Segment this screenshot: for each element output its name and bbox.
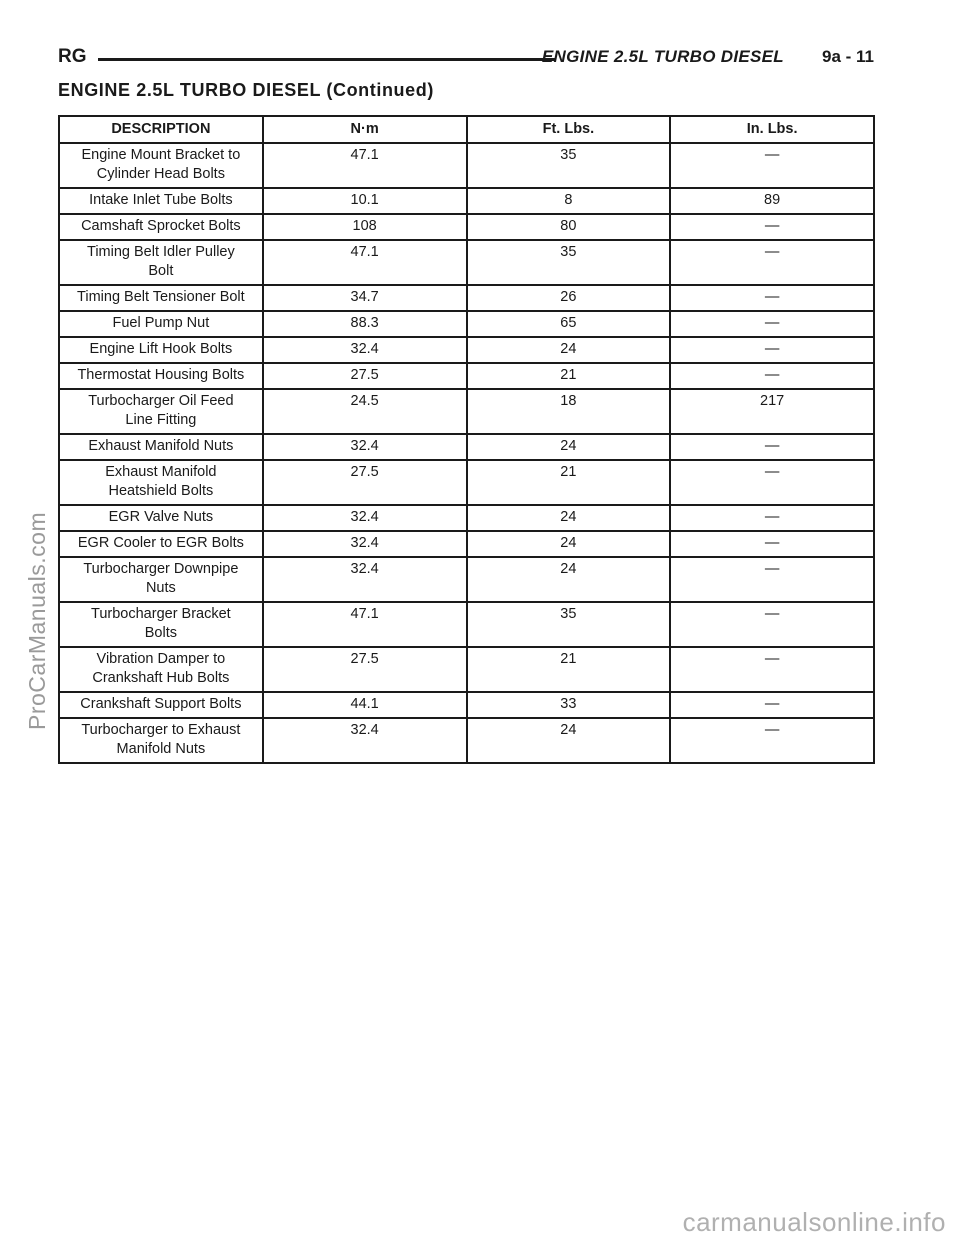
cell-ft-lbs: 21: [467, 460, 671, 505]
cell-in-lbs: —: [670, 692, 874, 718]
torque-spec-table: [58, 115, 875, 764]
cell-in-lbs: 89: [670, 188, 874, 214]
cell-ft-lbs: 24: [467, 337, 671, 363]
cell-nm: 44.1: [263, 692, 467, 718]
cell-in-lbs: —: [670, 505, 874, 531]
table-row: [59, 557, 874, 602]
section-subtitle: ENGINE 2.5L TURBO DIESEL (Continued): [58, 80, 434, 100]
cell-nm: 47.1: [263, 240, 467, 285]
cell-nm: 88.3: [263, 311, 467, 337]
cell-in-lbs: —: [670, 143, 874, 188]
bottom-watermark: carmanualsonline.info: [682, 1207, 946, 1237]
cell-nm: 10.1: [263, 188, 467, 214]
table-row: [59, 188, 874, 214]
cell-in-lbs: —: [670, 718, 874, 763]
cell-in-lbs: —: [670, 285, 874, 311]
cell-description: Exhaust Manifold Nuts: [59, 434, 263, 460]
cell-in-lbs: —: [670, 531, 874, 557]
cell-description: Turbocharger Oil Feed Line Fitting: [59, 389, 263, 434]
cell-ft-lbs: 80: [467, 214, 671, 240]
cell-nm: 27.5: [263, 363, 467, 389]
column-header-description: DESCRIPTION: [59, 116, 263, 143]
cell-in-lbs: —: [670, 337, 874, 363]
cell-ft-lbs: 18: [467, 389, 671, 434]
table-row: [59, 389, 874, 434]
cell-description: Turbocharger Bracket Bolts: [59, 602, 263, 647]
cell-nm: 47.1: [263, 143, 467, 188]
table-row: [59, 460, 874, 505]
cell-description: Thermostat Housing Bolts: [59, 363, 263, 389]
cell-ft-lbs: 24: [467, 718, 671, 763]
table-row: [59, 337, 874, 363]
cell-description: Engine Mount Bracket to Cylinder Head Bolts: [59, 143, 263, 188]
cell-nm: 27.5: [263, 460, 467, 505]
cell-in-lbs: —: [670, 311, 874, 337]
cell-description: Timing Belt Idler Pulley Bolt: [59, 240, 263, 285]
cell-nm: 34.7: [263, 285, 467, 311]
cell-ft-lbs: 35: [467, 240, 671, 285]
table-header-row: [59, 116, 874, 143]
cell-nm: 47.1: [263, 602, 467, 647]
cell-nm: 24.5: [263, 389, 467, 434]
cell-nm: 108: [263, 214, 467, 240]
cell-ft-lbs: 24: [467, 531, 671, 557]
cell-description: EGR Valve Nuts: [59, 505, 263, 531]
cell-description: Vibration Damper to Crankshaft Hub Bolts: [59, 647, 263, 692]
page-number: 9a - 11: [822, 47, 874, 66]
cell-ft-lbs: 33: [467, 692, 671, 718]
table-row: [59, 363, 874, 389]
cell-nm: 32.4: [263, 505, 467, 531]
cell-nm: 27.5: [263, 647, 467, 692]
cell-in-lbs: —: [670, 557, 874, 602]
cell-ft-lbs: 24: [467, 505, 671, 531]
cell-description: Intake Inlet Tube Bolts: [59, 188, 263, 214]
cell-nm: 32.4: [263, 718, 467, 763]
table-body: [59, 143, 874, 763]
column-header-in-lbs: In. Lbs.: [670, 116, 874, 143]
table-row: [59, 240, 874, 285]
cell-ft-lbs: 35: [467, 602, 671, 647]
column-header-ft-lbs: Ft. Lbs.: [467, 116, 671, 143]
cell-in-lbs: 217: [670, 389, 874, 434]
cell-nm: 32.4: [263, 557, 467, 602]
cell-ft-lbs: 8: [467, 188, 671, 214]
cell-in-lbs: —: [670, 240, 874, 285]
cell-nm: 32.4: [263, 531, 467, 557]
cell-ft-lbs: 21: [467, 363, 671, 389]
cell-ft-lbs: 21: [467, 647, 671, 692]
cell-in-lbs: —: [670, 460, 874, 505]
cell-ft-lbs: 35: [467, 143, 671, 188]
table-row: [59, 692, 874, 718]
cell-description: Camshaft Sprocket Bolts: [59, 214, 263, 240]
cell-description: Turbocharger to Exhaust Manifold Nuts: [59, 718, 263, 763]
side-watermark: ProCarManuals.com: [24, 511, 50, 730]
cell-in-lbs: —: [670, 602, 874, 647]
cell-description: Fuel Pump Nut: [59, 311, 263, 337]
cell-description: Exhaust Manifold Heatshield Bolts: [59, 460, 263, 505]
table-row: [59, 143, 874, 188]
cell-ft-lbs: 24: [467, 557, 671, 602]
table-row: [59, 214, 874, 240]
cell-ft-lbs: 24: [467, 434, 671, 460]
section-code: RG: [58, 46, 87, 67]
cell-in-lbs: —: [670, 434, 874, 460]
header-rule: [98, 58, 556, 61]
page-header: [58, 44, 874, 74]
column-header-nm: N·m: [263, 116, 467, 143]
table-row: [59, 311, 874, 337]
cell-description: Turbocharger Downpipe Nuts: [59, 557, 263, 602]
cell-ft-lbs: 65: [467, 311, 671, 337]
table-row: [59, 647, 874, 692]
cell-description: EGR Cooler to EGR Bolts: [59, 531, 263, 557]
cell-in-lbs: —: [670, 363, 874, 389]
cell-ft-lbs: 26: [467, 285, 671, 311]
cell-description: Engine Lift Hook Bolts: [59, 337, 263, 363]
cell-nm: 32.4: [263, 434, 467, 460]
cell-nm: 32.4: [263, 337, 467, 363]
table-row: [59, 718, 874, 763]
cell-description: Crankshaft Support Bolts: [59, 692, 263, 718]
table-row: [59, 285, 874, 311]
table-row: [59, 434, 874, 460]
cell-description: Timing Belt Tensioner Bolt: [59, 285, 263, 311]
header-title: ENGINE 2.5L TURBO DIESEL: [541, 47, 784, 66]
cell-in-lbs: —: [670, 214, 874, 240]
table-row: [59, 531, 874, 557]
cell-in-lbs: —: [670, 647, 874, 692]
table-row: [59, 602, 874, 647]
table-row: [59, 505, 874, 531]
